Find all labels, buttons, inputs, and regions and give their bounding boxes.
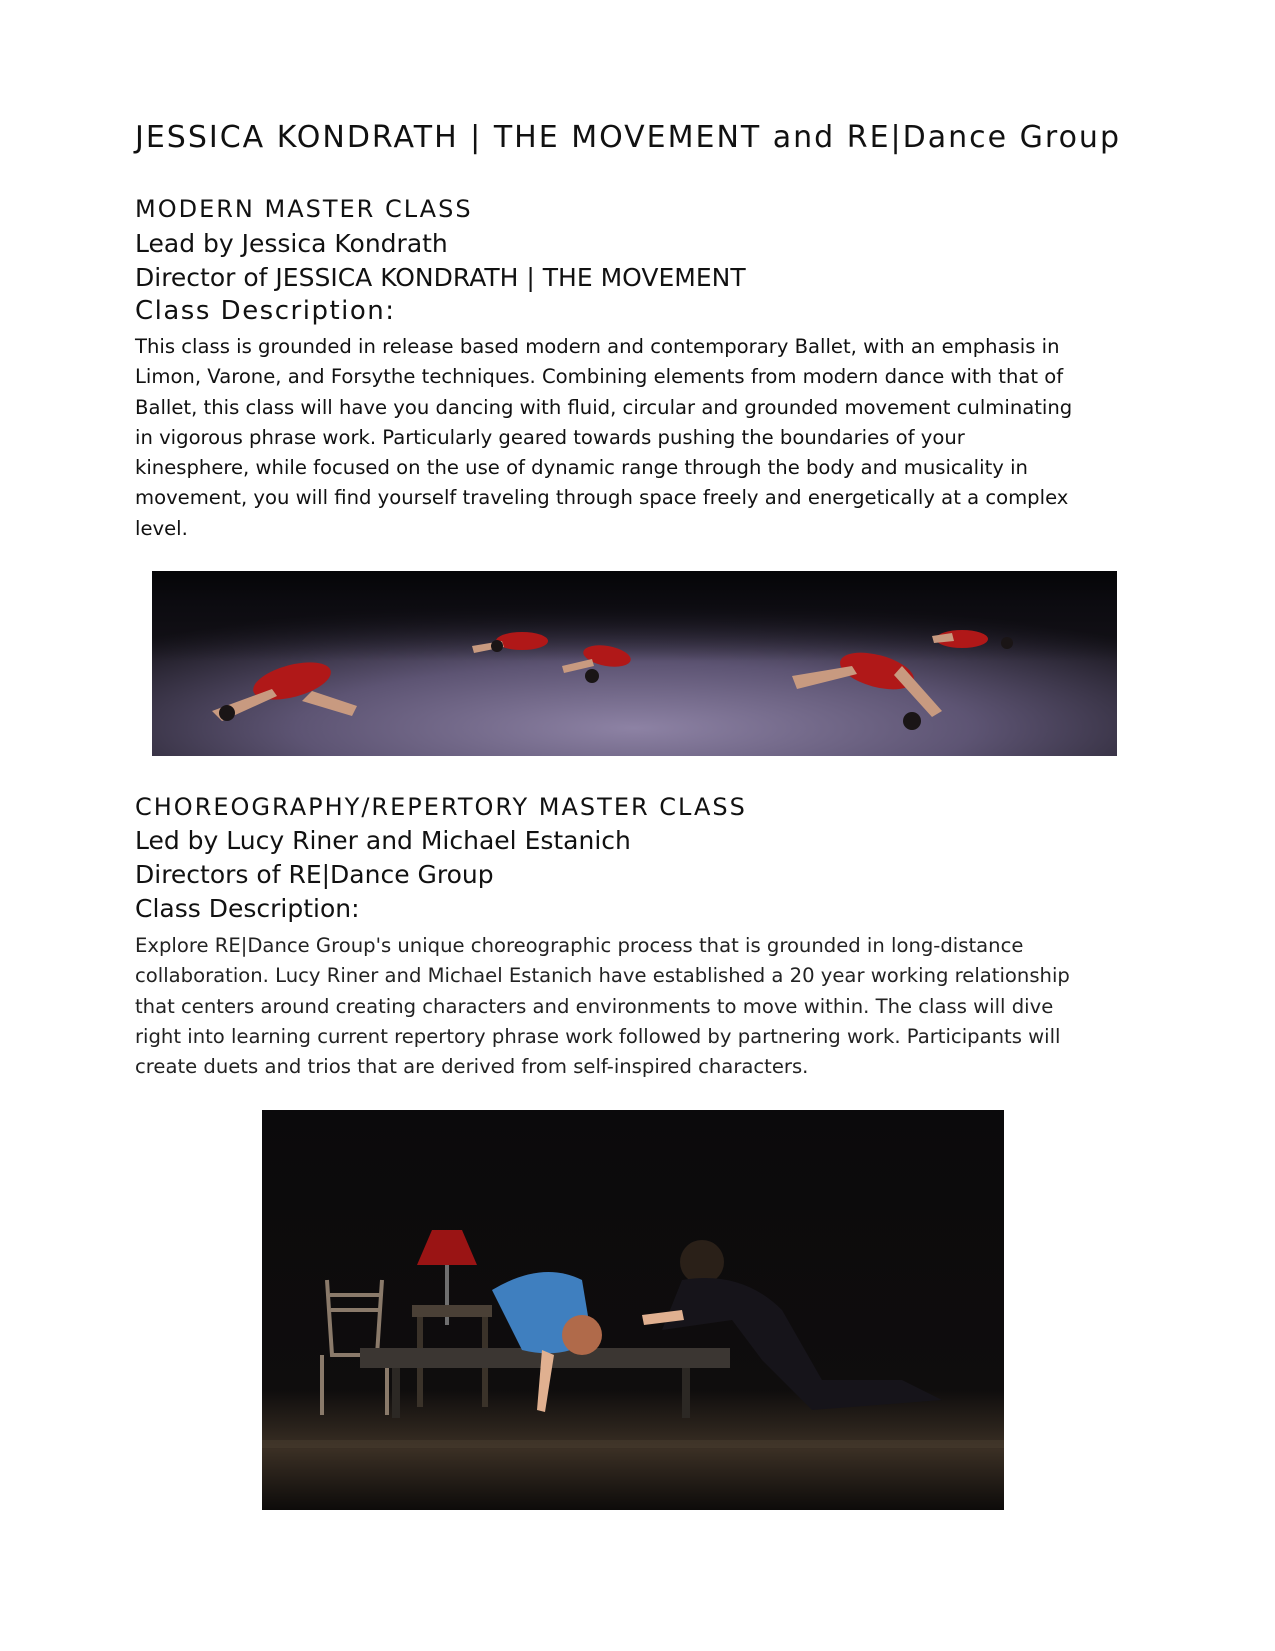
description-line: Ballet, this class will have you dancing with fluid, circular and grounded movement culminating <box>135 395 1073 419</box>
description-line: level. <box>135 516 188 540</box>
section2-heading: CHOREOGRAPHY/REPERTORY MASTER CLASS <box>135 793 747 821</box>
description-line: right into learning current repertory phrase work followed by partnering work. Participants will <box>135 1024 1061 1048</box>
section2-lead: Led by Lucy Riner and Michael Estanich <box>135 826 631 855</box>
section1-director: Director of JESSICA KONDRATH | THE MOVEMENT <box>135 263 746 292</box>
description-line: create duets and trios that are derived from self-inspired characters. <box>135 1055 809 1079</box>
section1-description-label: Class Description: <box>135 296 396 326</box>
section1-heading: MODERN MASTER CLASS <box>135 195 473 223</box>
description-line: kinesphere, while focused on the use of dynamic range through the body and musicality in <box>135 456 1028 480</box>
section1-lead: Lead by Jessica Kondrath <box>135 229 448 258</box>
section1-description <box>135 332 1145 544</box>
description-line: Explore RE|Dance Group's unique choreographic process that is grounded in long-distance <box>135 934 1024 957</box>
section2-director: Directors of RE|Dance Group <box>135 860 494 889</box>
description-line: that centers around creating characters and environments to move within. The class will dive <box>135 994 1054 1018</box>
description-line: This class is grounded in release based modern and contemporary Ballet, with an emphasis in <box>135 335 1060 358</box>
description-line: Limon, Varone, and Forsythe techniques. Combining elements from modern dance with that of <box>135 365 1064 389</box>
description-line: in vigorous phrase work. Particularly geared towards pushing the boundaries of your <box>135 425 965 449</box>
duet-stage-photo <box>262 1110 1004 1510</box>
dancers-red-photo <box>152 571 1117 756</box>
section2-description-label: Class Description: <box>135 894 360 923</box>
section2-description <box>135 931 1145 1082</box>
page-title: JESSICA KONDRATH | THE MOVEMENT and RE|Dance Group <box>135 120 1121 155</box>
description-line: collaboration. Lucy Riner and Michael Estanich have established a 20 year working relationship <box>135 964 1070 988</box>
description-line: movement, you will find yourself traveling through space freely and energetically at a complex <box>135 486 1069 510</box>
